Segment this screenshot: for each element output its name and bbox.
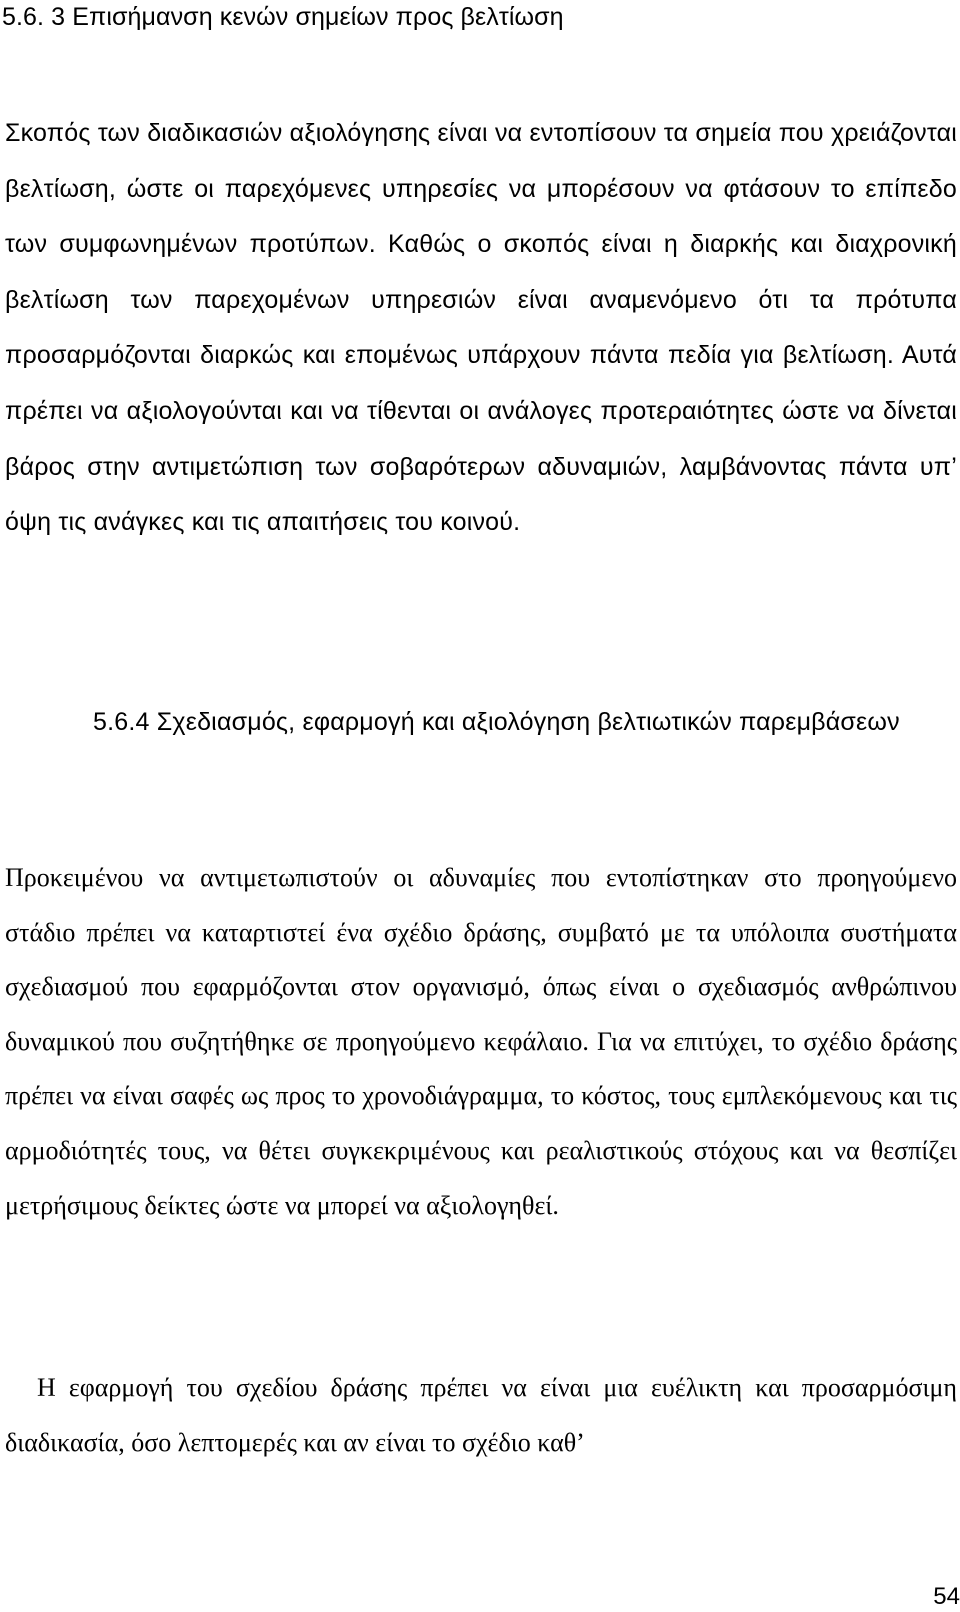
page-number: 54	[933, 1583, 960, 1610]
paragraph-action-plan: Προκειμένου να αντιμετωπιστούν οι αδυναμίες που εντοπίστηκαν στο προηγούμενο στάδιο πρέπει να καταρτιστεί ένα σχέδιο δράσης, συμβατό με τα υπόλοιπα συστήματα σχεδιασμού που εφαρμόζονται στον οργανισμό, όπως είναι ο σχεδιασμός ανθρώπινου δυναμικού που συζητήθηκε σε προηγούμενο κεφάλαιο. Για να επιτύχει, το σχέδιο δράσης πρέπει να είναι σαφές ως προς το χρονοδιάγραμμα, το κόστος, τους εμπλεκόμενους και τις αρμοδιότητές τους, να θέτει συγκεκριμένους και ρεαλιστικούς στόχους και να θεσπίζει μετρήσιμους δείκτες ώστε να μπορεί να αξιολογηθεί.	[5, 863, 957, 1220]
paragraph-implementation: Η εφαρμογή του σχεδίου δράσης πρέπει να είναι μια ευέλικτη και προσαρμόσιμη διαδικασία, όσο λεπτομερές και αν είναι το σχέδιο καθ’	[5, 1373, 957, 1457]
section-heading: 5.6. 3 Επισήμανση κενών σημείων προς βελτίωση	[2, 3, 564, 31]
paragraph-gap-identification: Σκοπός των διαδικασιών αξιολόγησης είναι να εντοπίσουν τα σημεία που χρειάζονται βελτίωση, ώστε οι παρεχόμενες υπηρεσίες να μπορέσουν να φτάσουν το επίπεδο των συμφωνημένων προτύπων. Καθώς ο σκοπός είναι η διαρκής και διαχρονική βελτίωση των παρεχομένων υπηρεσιών είναι αναμενόμενο ότι τα πρότυπα προσαρμόζονται διαρκώς και επομένως υπάρχουν πάντα πεδία για βελτίωση. Αυτά πρέπει να αξιολογούνται και να τίθενται οι ανάλογες προτεραιότητες ώστε να δίνεται βάρος στην αντιμετώπιση των σοβαρότερων αδυναμιών, λαμβάνοντας πάντα υπ’ όψη τις ανάγκες και τις απαιτήσεις του κοινού.	[5, 119, 957, 537]
subsection-heading: 5.6.4 Σχεδιασμός, εφαρμογή και αξιολόγηση βελτιωτικών παρεμβάσεων	[93, 708, 900, 736]
